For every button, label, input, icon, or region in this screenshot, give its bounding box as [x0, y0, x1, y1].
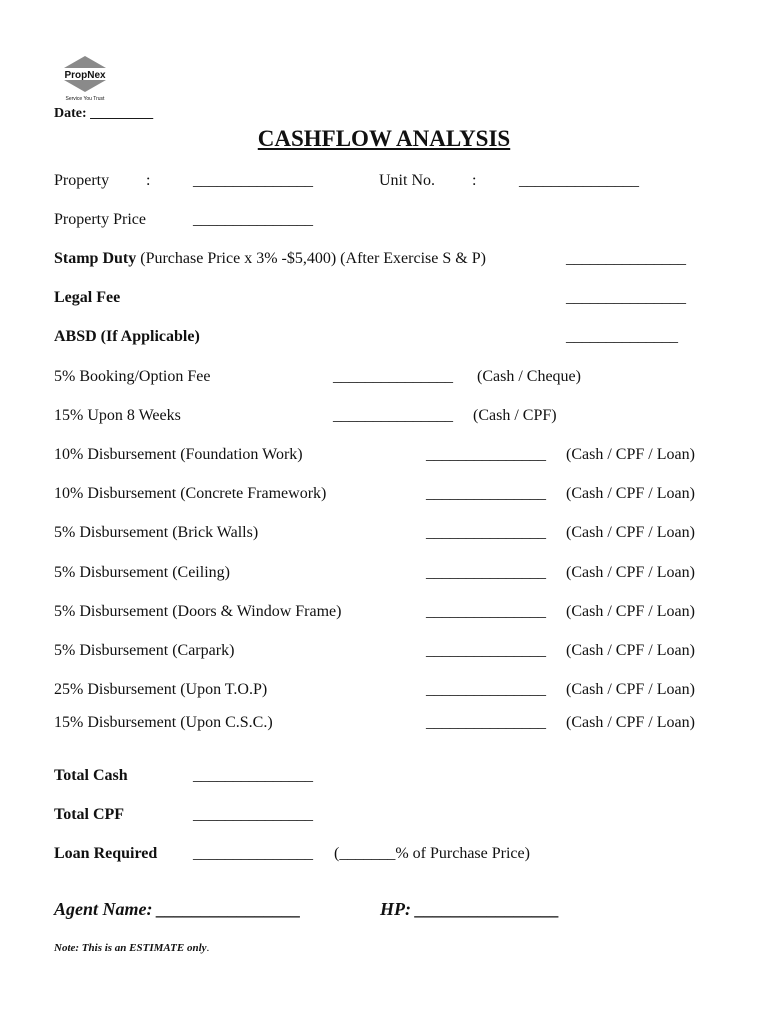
- disbursement-blank[interactable]: _______________: [426, 642, 546, 659]
- disbursement-mode: (Cash / CPF / Loan): [566, 642, 695, 659]
- unit-label: Unit No.: [379, 172, 435, 189]
- property-colon: :: [146, 172, 151, 189]
- propnex-logo-icon: [54, 56, 116, 104]
- property-blank[interactable]: _______________: [193, 172, 313, 189]
- estimate-note-text: Note: This is an ESTIMATE only: [54, 942, 207, 954]
- disbursement-mode: (Cash / CPF / Loan): [566, 524, 695, 541]
- eight-weeks-blank[interactable]: _______________: [333, 407, 453, 424]
- disbursement-blank[interactable]: _______________: [426, 446, 546, 463]
- disbursement-blank[interactable]: _______________: [426, 714, 546, 731]
- booking-fee-label: 5% Booking/Option Fee: [54, 368, 211, 385]
- disbursement-mode: (Cash / CPF / Loan): [566, 681, 695, 698]
- disbursement-blank[interactable]: _______________: [426, 603, 546, 620]
- total-cpf-label: Total CPF: [54, 806, 125, 823]
- disbursement-label: 25% Disbursement (Upon T.O.P): [54, 681, 268, 698]
- total-cash-label: Total Cash: [54, 767, 128, 784]
- stamp-duty-label: Stamp Duty: [54, 250, 137, 267]
- disbursement-label: 15% Disbursement (Upon C.S.C.): [54, 714, 273, 731]
- disbursement-mode: (Cash / CPF / Loan): [566, 485, 695, 502]
- total-cpf-blank[interactable]: _______________: [193, 806, 313, 823]
- loan-required-label: Loan Required: [54, 845, 158, 862]
- disbursement-mode: (Cash / CPF / Loan): [566, 714, 695, 731]
- disbursement-label: 5% Disbursement (Doors & Window Frame): [54, 603, 342, 620]
- disbursement-label: 5% Disbursement (Carpark): [54, 642, 235, 659]
- stamp-duty-detail: (Purchase Price x 3% -$5,400) (After Exercise S & P): [140, 250, 486, 267]
- disbursement-blank[interactable]: _______________: [426, 485, 546, 502]
- absd-label: ABSD (If Applicable): [54, 328, 200, 345]
- disbursement-mode: (Cash / CPF / Loan): [566, 564, 695, 581]
- logo-tagline: Service You Trust: [65, 96, 105, 102]
- property-price-blank[interactable]: _______________: [193, 211, 313, 228]
- page-title: CASHFLOW ANALYSIS: [257, 126, 511, 151]
- eight-weeks-label: 15% Upon 8 Weeks: [54, 407, 181, 424]
- booking-fee-blank[interactable]: _______________: [333, 368, 453, 385]
- disbursement-label: 10% Disbursement (Foundation Work): [54, 446, 303, 463]
- legal-fee-label: Legal Fee: [54, 289, 121, 306]
- legal-fee-blank[interactable]: _______________: [566, 289, 686, 306]
- propnex-logo: [54, 56, 116, 104]
- stamp-duty-blank[interactable]: _______________: [566, 250, 686, 267]
- eight-weeks-mode: (Cash / CPF): [473, 407, 557, 424]
- total-cash-blank[interactable]: _______________: [193, 767, 313, 784]
- disbursement-label: 5% Disbursement (Ceiling): [54, 564, 230, 581]
- date-field: Date: _________: [54, 106, 154, 121]
- disbursement-label: 10% Disbursement (Concrete Framework): [54, 485, 327, 502]
- disbursement-blank[interactable]: _______________: [426, 524, 546, 541]
- disbursement-mode: (Cash / CPF / Loan): [566, 603, 695, 620]
- disbursement-blank[interactable]: _______________: [426, 564, 546, 581]
- unit-colon: :: [472, 172, 477, 189]
- loan-percent-field[interactable]: (_______% of Purchase Price): [334, 845, 530, 862]
- absd-blank[interactable]: ______________: [566, 328, 678, 345]
- agent-name-field[interactable]: Agent Name: ________________: [54, 899, 301, 919]
- property-price-label: Property Price: [54, 211, 146, 228]
- disbursement-mode: (Cash / CPF / Loan): [566, 446, 695, 463]
- loan-required-blank[interactable]: _______________: [193, 845, 313, 862]
- estimate-note-period: .: [206, 942, 210, 954]
- property-label: Property: [54, 172, 110, 189]
- stamp-duty-row: [54, 249, 486, 269]
- estimate-note: [54, 938, 209, 956]
- disbursement-label: 5% Disbursement (Brick Walls): [54, 524, 259, 541]
- unit-blank[interactable]: _______________: [519, 172, 639, 189]
- disbursement-blank[interactable]: _______________: [426, 681, 546, 698]
- agent-hp-field[interactable]: HP: ________________: [380, 899, 560, 919]
- booking-fee-mode: (Cash / Cheque): [477, 368, 581, 385]
- logo-brand: PropNex: [64, 70, 106, 81]
